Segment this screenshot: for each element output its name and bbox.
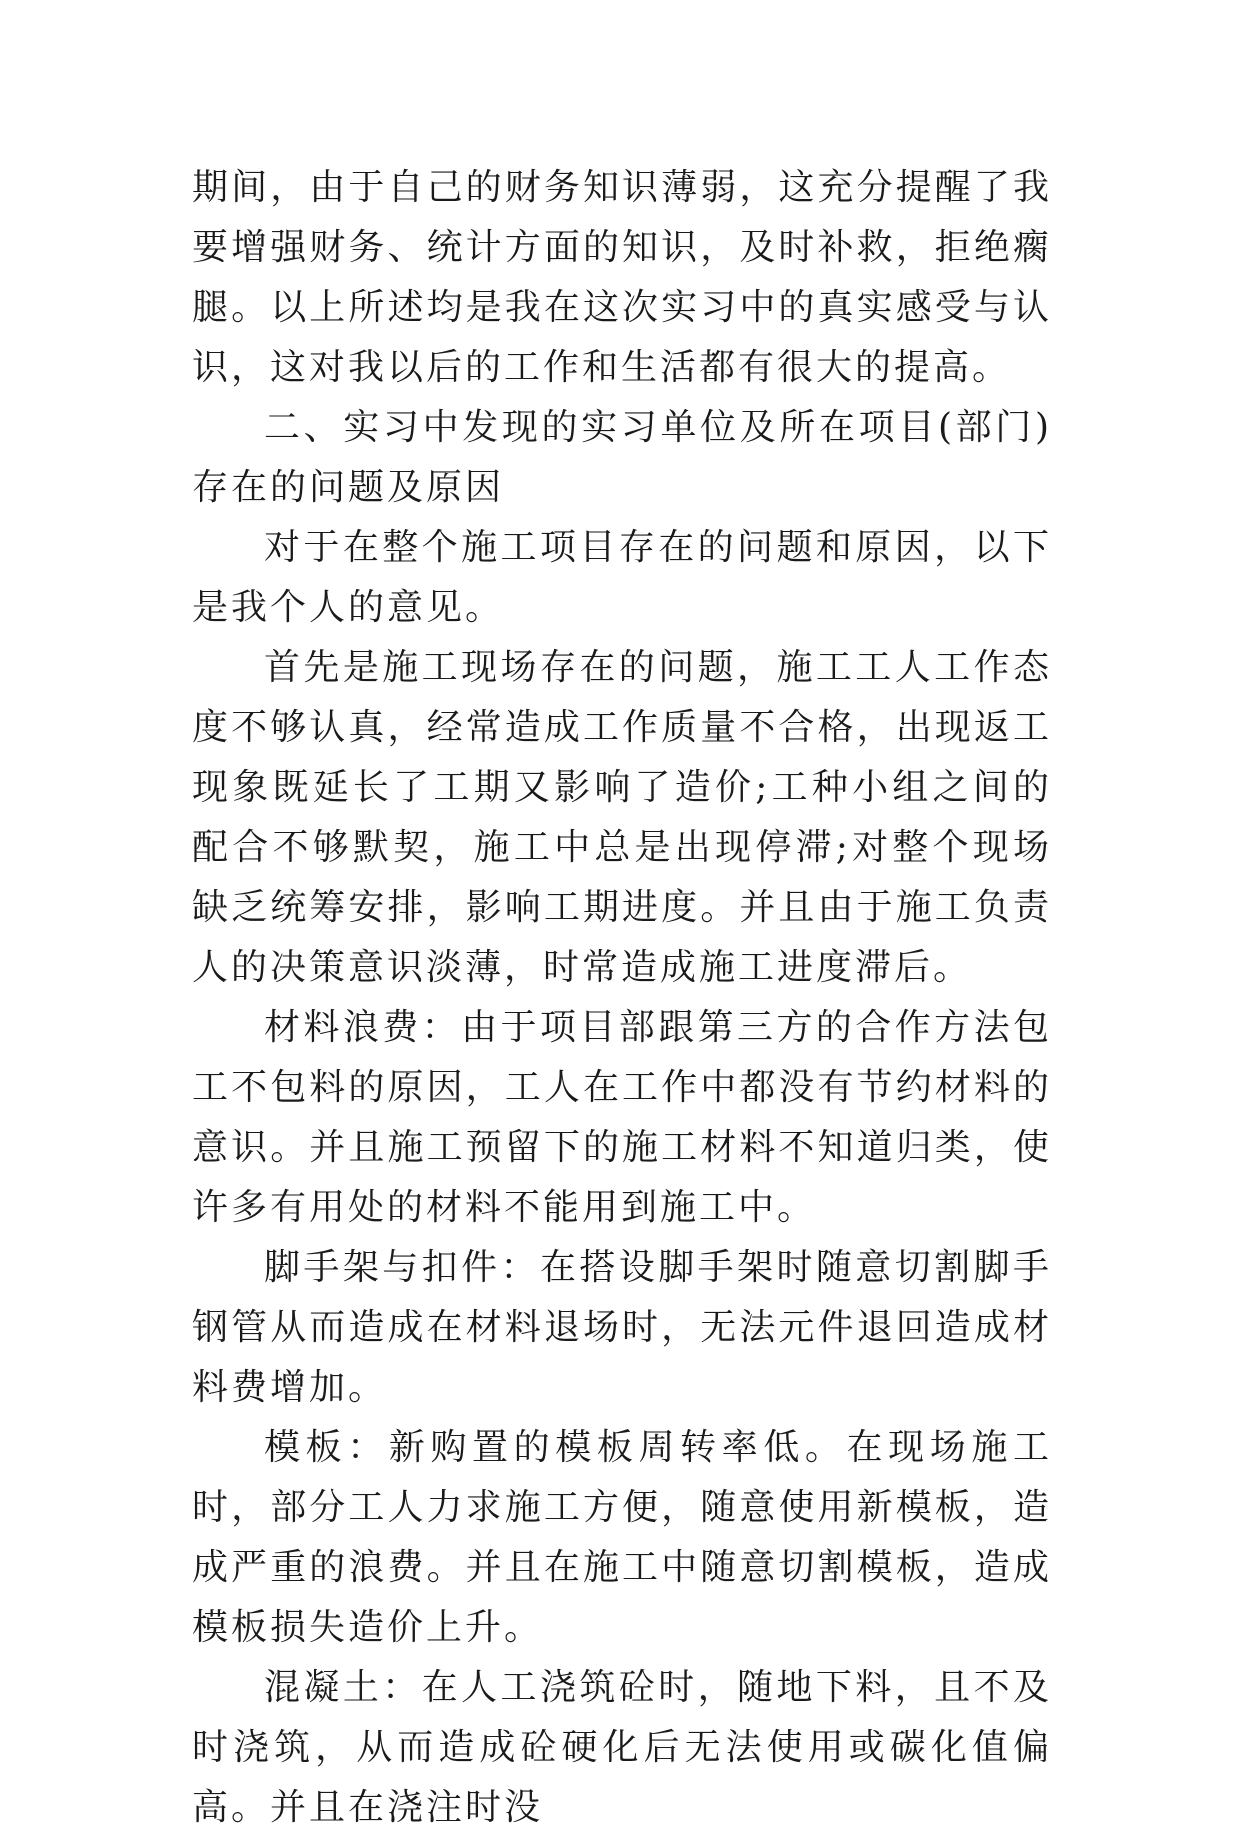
paragraph-3: 首先是施工现场存在的问题，施工工人工作态度不够认真，经常造成工作质量不合格，出现返工现象既延长了工期又影响了造价;工种小组之间的配合不够默契，施工中总是出现停滞;对整个现场缺乏统筹安排，影响工期进度。并且由于施工负责人的决策意识淡薄，时常造成施工进度滞后。: [192, 647, 1052, 988]
paragraph-7: 混凝土：在人工浇筑砼时，随地下料，且不及时浇筑，从而造成砼硬化后无法使用或碳化值偏高。并且在浇注时没: [192, 1667, 1052, 1828]
section-heading: 二、实习中发现的实习单位及所在项目(部门)存在的问题及原因: [192, 407, 1052, 508]
paragraph-2: 对于在整个施工项目存在的问题和原因，以下是我个人的意见。: [192, 527, 1052, 628]
paragraph-1: 期间，由于自己的财务知识薄弱，这充分提醒了我要增强财务、统计方面的知识，及时补救，拒绝瘸腿。以上所述均是我在这次实习中的真实感受与认识，这对我以后的工作和生活都有很大的提高。: [192, 167, 1052, 388]
paragraph-6: 模板：新购置的模板周转率低。在现场施工时，部分工人力求施工方便，随意使用新模板，造成严重的浪费。并且在施工中随意切割模板，造成模板损失造价上升。: [192, 1427, 1052, 1648]
paragraph-4: 材料浪费：由于项目部跟第三方的合作方法包工不包料的原因，工人在工作中都没有节约材料的意识。并且施工预留下的施工材料不知道归类，使许多有用处的材料不能用到施工中。: [192, 1007, 1052, 1228]
body-text: [192, 158, 1052, 1838]
paragraph-5: 脚手架与扣件：在搭设脚手架时随意切割脚手钢管从而造成在材料退场时，无法元件退回造成材料费增加。: [192, 1247, 1052, 1408]
